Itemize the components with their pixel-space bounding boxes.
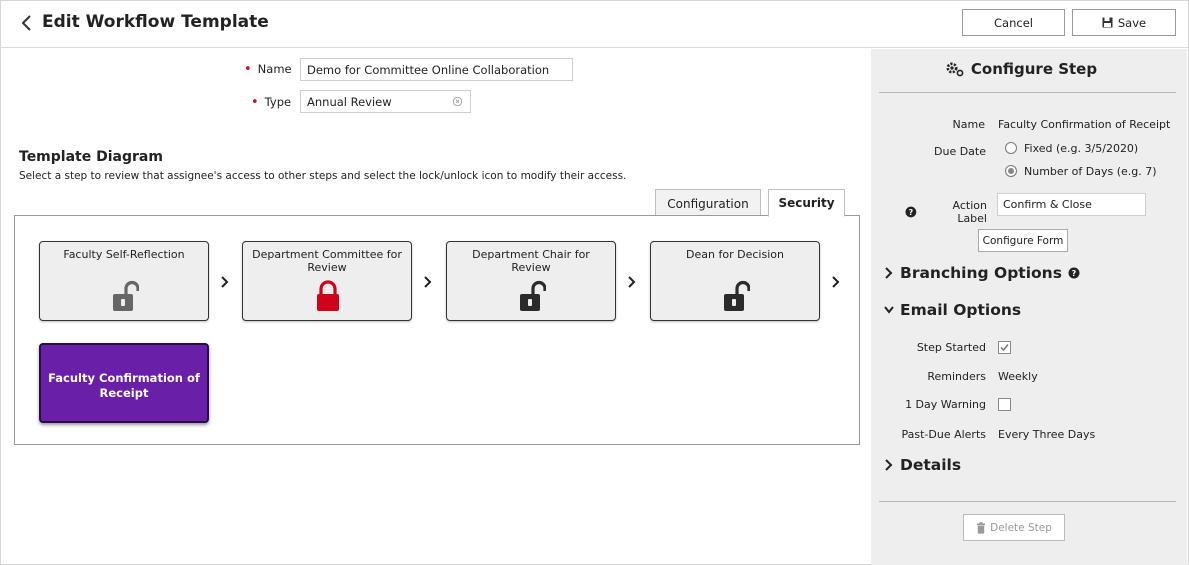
step-name: Faculty Confirmation of Receipt xyxy=(48,371,200,400)
divider xyxy=(879,92,1176,93)
name-input[interactable]: Demo for Committee Online Collaboration xyxy=(300,58,573,81)
configure-form-button[interactable]: Configure Form xyxy=(978,229,1068,252)
action-label-input[interactable]: Confirm & Close xyxy=(997,193,1146,216)
chevron-right-icon xyxy=(884,459,894,471)
due-days-radio[interactable] xyxy=(1005,165,1017,177)
cancel-button[interactable]: Cancel xyxy=(962,9,1065,36)
email-options-toggle[interactable]: Email Options xyxy=(884,301,1021,319)
step-name: Faculty Self-Reflection xyxy=(63,248,185,261)
divider xyxy=(879,501,1176,502)
header-bar xyxy=(0,0,1189,48)
step-started-checkbox[interactable] xyxy=(998,341,1011,354)
due-fixed-label: Fixed (e.g. 3/5/2020) xyxy=(1024,142,1139,155)
tab-configuration[interactable]: Configuration xyxy=(655,189,761,217)
gears-icon xyxy=(945,61,965,77)
floppy-disk-icon xyxy=(1102,17,1113,28)
step-card-dean-decision[interactable] xyxy=(650,241,820,321)
step-card-department-committee[interactable] xyxy=(242,241,412,321)
due-date-label: Due Date xyxy=(934,145,986,158)
past-due-label: Past-Due Alerts xyxy=(901,428,986,441)
reminders-label: Reminders xyxy=(927,370,986,383)
svg-text:?: ? xyxy=(908,207,914,217)
clear-icon[interactable] xyxy=(453,97,462,106)
step-card-faculty-self-reflection[interactable] xyxy=(39,241,209,321)
step-name-value: Faculty Confirmation of Receipt xyxy=(998,118,1171,131)
chevron-right-icon xyxy=(423,276,433,288)
day-warning-label: 1 Day Warning xyxy=(905,398,986,411)
chevron-left-icon[interactable] xyxy=(18,12,34,34)
lock-icon[interactable] xyxy=(314,280,342,312)
required-marker: • xyxy=(251,94,259,110)
delete-step-button[interactable]: Delete Step xyxy=(963,514,1065,541)
save-button[interactable]: Save xyxy=(1072,9,1176,36)
unlock-icon[interactable] xyxy=(518,280,546,312)
help-icon[interactable] xyxy=(1068,267,1080,279)
step-started-label: Step Started xyxy=(916,341,986,354)
due-days-label: Number of Days (e.g. 7) xyxy=(1024,165,1157,178)
chevron-right-icon xyxy=(831,276,841,288)
check-icon xyxy=(999,342,1010,353)
step-card-faculty-confirmation[interactable] xyxy=(39,343,209,423)
past-due-value: Every Three Days xyxy=(998,428,1096,441)
step-name: Department Chair for Review xyxy=(472,248,590,274)
step-name: Dean for Decision xyxy=(686,248,784,261)
configure-step-panel xyxy=(871,49,1187,565)
unlock-icon[interactable] xyxy=(722,280,750,312)
trash-icon xyxy=(976,522,986,534)
svg-text:?: ? xyxy=(1071,269,1077,278)
template-diagram xyxy=(14,215,860,445)
help-icon[interactable] xyxy=(905,206,917,218)
page-title: Edit Workflow Template xyxy=(42,12,269,32)
reminders-value: Weekly xyxy=(998,370,1038,383)
chevron-right-icon xyxy=(627,276,637,288)
step-name: Department Committee for Review xyxy=(252,248,402,274)
due-fixed-radio[interactable] xyxy=(1005,142,1017,154)
required-marker: • xyxy=(244,61,252,77)
step-card-department-chair[interactable] xyxy=(446,241,616,321)
chevron-right-icon xyxy=(220,276,230,288)
chevron-right-icon xyxy=(884,267,894,279)
type-select[interactable]: Annual Review xyxy=(300,90,471,113)
step-name-label: Name xyxy=(952,118,985,131)
day-warning-checkbox[interactable] xyxy=(998,398,1011,411)
diagram-title: Template Diagram xyxy=(19,149,163,165)
name-label: • Name xyxy=(244,61,292,77)
tab-security[interactable]: Security xyxy=(768,189,845,217)
panel-title: Configure Step xyxy=(871,60,1171,78)
details-toggle[interactable]: Details xyxy=(884,456,961,474)
action-label-label: ? Action Label xyxy=(905,199,987,225)
unlock-icon[interactable] xyxy=(111,280,139,312)
chevron-down-icon xyxy=(884,304,894,316)
branching-options-toggle[interactable]: Branching Options ? xyxy=(884,264,1080,282)
diagram-description: Select a step to review that assignee's access to other steps and select the lock/unlock icon to modify their access. xyxy=(19,170,627,182)
type-label: • Type xyxy=(251,94,292,110)
